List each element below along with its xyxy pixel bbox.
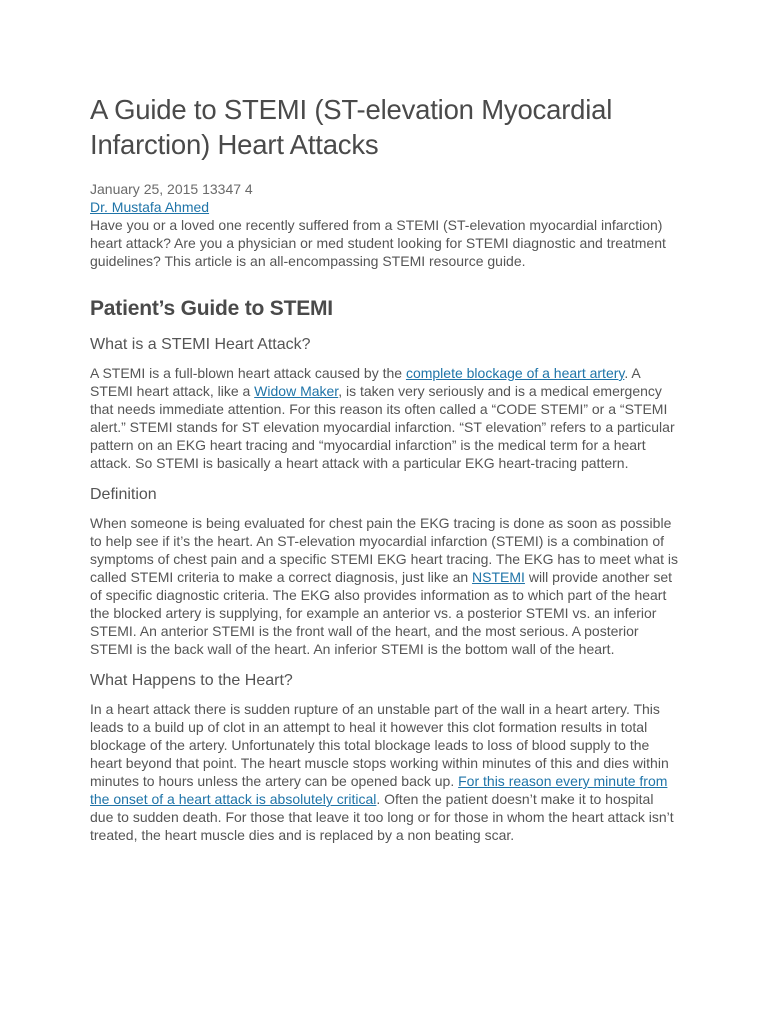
author-link[interactable]: Dr. Mustafa Ahmed	[90, 199, 210, 215]
text-segment: When someone is being evaluated for chest pain the EKG tracing is done as soon as possible to help see if it’s the heart. An ST-elevation myocardial infarction (STEMI) is a combination of symptoms of chest pain and a specific STEMI EKG heart tracing. The EKG has to meet what is called STEMI criteria to make a correct diagnosis, just like an	[90, 515, 678, 585]
subheading-what-is-stemi: What is a STEMI Heart Attack?	[90, 336, 311, 353]
article-title: A Guide to STEMI (ST-elevation Myocardial Infarction) Heart Attacks	[90, 94, 613, 160]
text-segment: , is taken very seriously and is a medical emergency that needs immediate attention. For this reason its often called a “CODE STEMI” or a “STEMI alert.” STEMI stands for ST elevation myocardial infarction. “ST elevation” refers to a particular pattern on an EKG heart tracing and “myocardial infarction” is the medical term for a heart attack. So STEMI is basically a heart attack with a particular EKG heart-tracing pattern.	[90, 383, 675, 471]
text-segment: . A STEMI heart attack, like a	[90, 365, 640, 399]
subheading-what-happens: What Happens to the Heart?	[90, 672, 293, 689]
article-meta: January 25, 2015 13347 4	[90, 181, 253, 197]
link-every-minute-critical[interactable]: For this reason every minute from the onset of a heart attack is absolutely critical	[90, 773, 668, 807]
subheading-definition: Definition	[90, 486, 157, 503]
paragraph-what-happens	[90, 700, 678, 844]
article	[90, 92, 678, 844]
link-nstemi[interactable]: NSTEMI	[472, 569, 525, 585]
paragraph-definition	[90, 514, 678, 658]
text-segment: will provide another set of specific diagnostic criteria. The EKG also provides information as to which part of the heart the blocked artery is supplying, for example an anterior vs. a posterior STEMI vs. an inferior STEMI. An anterior STEMI is the front wall of the heart, and the most serious. A posterior STEMI is the back wall of the heart. An inferior STEMI is the bottom wall of the heart.	[90, 569, 673, 657]
link-complete-blockage[interactable]: complete blockage of a heart artery	[405, 365, 625, 381]
text-segment: In a heart attack there is sudden rupture of an unstable part of the wall in a heart artery. This leads to a build up of clot in an attempt to heal it however this clot formation results in total blockage of the artery. Unfortunately this total blockage leads to loss of blood supply to the heart beyond that point. The heart muscle stops working within minutes of this and dies within minutes to hours unless the artery can be opened back up.	[90, 701, 669, 789]
section-heading-patients-guide: Patient’s Guide to STEMI	[90, 297, 333, 320]
paragraph-what-is-stemi	[90, 364, 678, 472]
intro-paragraph: Have you or a loved one recently suffered from a STEMI (ST-elevation myocardial infarction) heart attack? Are you a physician or med student looking for STEMI diagnostic and treatment guidelines? This article is an all-encompassing STEMI resource guide.	[90, 217, 666, 269]
link-widow-maker[interactable]: Widow Maker	[254, 383, 339, 399]
text-segment: . Often the patient doesn’t make it to hospital due to sudden death. For those that leave it too long or for those in whom the heart attack isn’t treated, the heart muscle dies and is replaced by a non beating scar.	[90, 791, 674, 843]
text-segment: A STEMI is a full-blown heart attack caused by the	[90, 365, 406, 381]
